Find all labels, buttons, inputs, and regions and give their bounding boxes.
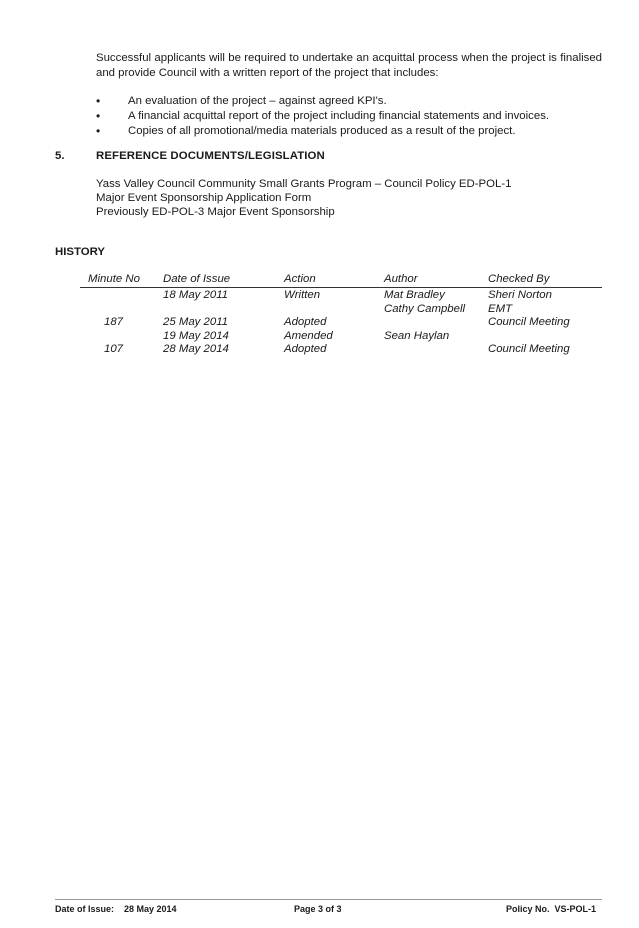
section-heading: REFERENCE DOCUMENTS/LEGISLATION [96, 150, 325, 162]
column-header-checked-by: Checked By [488, 273, 550, 285]
table-row [80, 302, 602, 316]
table-row [80, 315, 602, 329]
deliverables-list [96, 94, 602, 139]
footer-divider [55, 899, 602, 900]
table-header-row [80, 272, 602, 288]
reference-list [96, 177, 511, 219]
column-header-author: Author [384, 273, 418, 285]
table-row [80, 329, 602, 343]
cell-action: Adopted [284, 316, 327, 329]
cell-author: Cathy Campbell [384, 302, 466, 315]
cell-checked-by: Council Meeting [488, 316, 570, 329]
column-header-minute: Minute No [88, 273, 140, 285]
bullet-icon: • [96, 109, 101, 123]
intro-paragraph: Successful applicants will be required to undertake an acquittal process when the project is finalised and provide Council with a written report of the project that includes: [96, 52, 602, 79]
list-item-text: An evaluation of the project – against agreed KPI's. [128, 95, 387, 107]
list-item [96, 109, 602, 124]
cell-checked-by: Council Meeting [488, 343, 570, 356]
cell-minute: 187 [104, 316, 124, 329]
cell-action: Amended [284, 329, 333, 342]
list-item [96, 124, 602, 139]
reference-item: Previously ED-POL-3 Major Event Sponsorship [96, 206, 335, 218]
cell-minute: 107 [104, 343, 124, 356]
reference-item: Yass Valley Council Community Small Grants Program – Council Policy ED-POL-1 [96, 178, 512, 190]
cell-author: Sean Haylan [384, 329, 450, 342]
cell-action: Written [284, 289, 321, 301]
bullet-icon: • [96, 124, 101, 138]
table-row [80, 342, 602, 356]
footer-page-number: Page 3 of 3 [294, 904, 342, 914]
section-number: 5. [55, 150, 65, 162]
footer-policy-number: Policy No. VS-POL-1 [506, 904, 597, 914]
cell-date: 28 May 2014 [163, 343, 229, 356]
table-row [80, 288, 602, 302]
cell-action: Adopted [284, 343, 327, 356]
cell-checked-by: Sheri Norton [488, 289, 552, 301]
footer-date-of-issue: Date of Issue: 28 May 2014 [55, 904, 177, 914]
column-header-action: Action [284, 273, 316, 285]
cell-author: Mat Bradley [384, 289, 445, 301]
cell-checked-by: EMT [488, 302, 513, 315]
cell-date: 19 May 2014 [163, 329, 229, 342]
list-item [96, 94, 602, 109]
cell-date: 18 May 2011 [163, 289, 229, 301]
bullet-icon: • [96, 94, 101, 108]
list-item-text: A financial acquittal report of the project including financial statements and invoices. [128, 110, 550, 122]
history-heading: HISTORY [55, 246, 106, 258]
column-header-date: Date of Issue [163, 273, 231, 285]
list-item-text: Copies of all promotional/media materials produced as a result of the project. [128, 125, 516, 137]
history-table [80, 272, 602, 356]
cell-date: 25 May 2011 [163, 316, 229, 329]
reference-item: Major Event Sponsorship Application Form [96, 192, 312, 204]
